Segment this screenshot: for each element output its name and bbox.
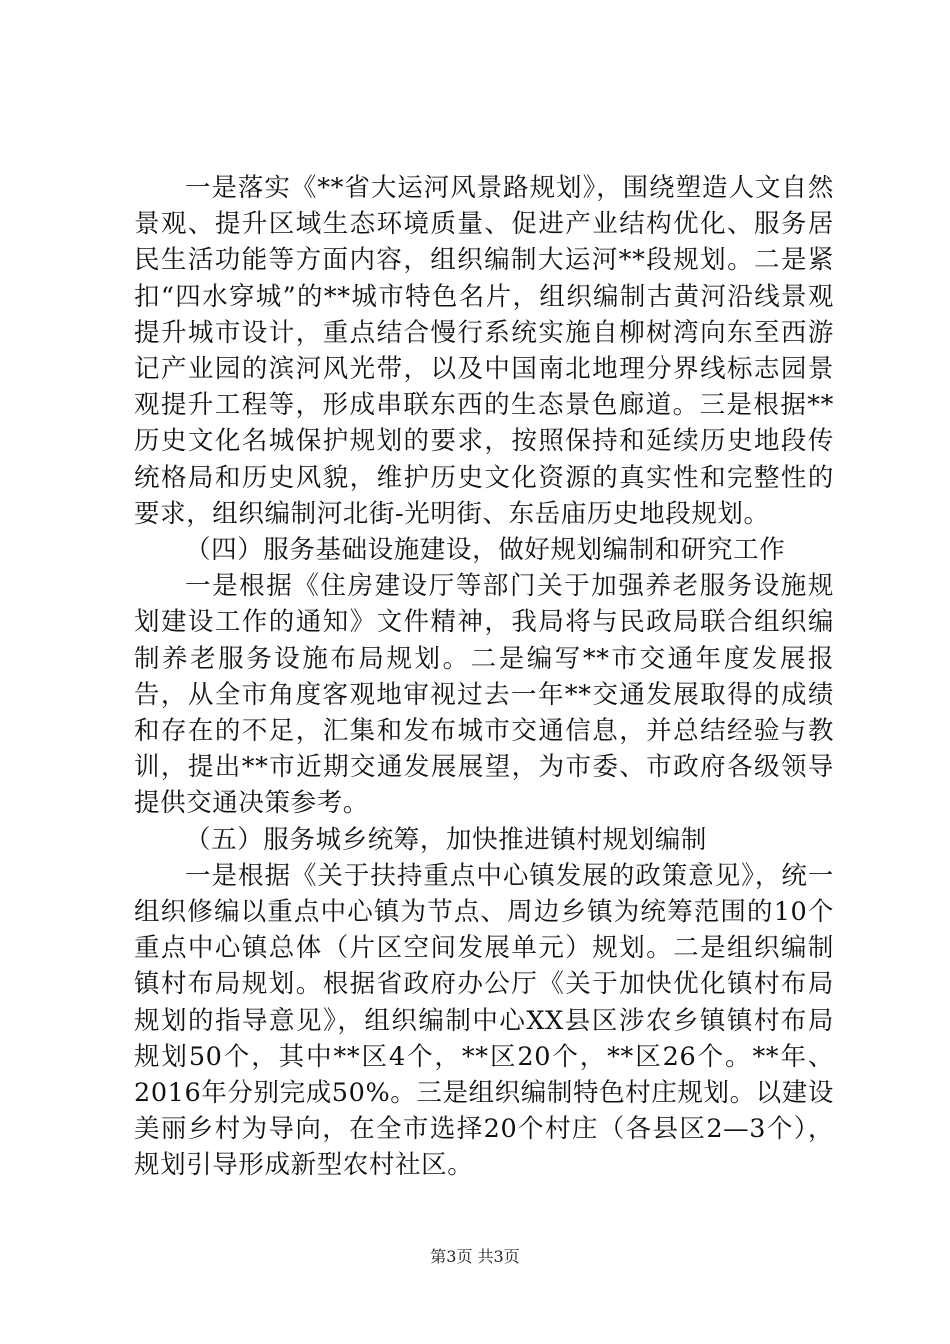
paragraph-1: 一是落实《**省大运河风景路规划》，围绕塑造人文自然景观、提升区域生态环境质量、促进产业结构优化、服务居民生活功能等方面内容，组织编制大运河**段规划。二是紧扣“四水穿城”的**城市特色名片，组织编制古黄河沿线景观提升城市设计，重点结合慢行系统实施自柳树湾向东至西游记产业园的滨河风光带，以及中国南北地理分界线标志园景观提升工程等，形成串联东西的生态景色廊道。三是根据**历史文化名城保护规划的要求，按照保持和延续历史地段传统格局和历史风貌，维护历史文化资源的真实性和完整性的要求，组织编制河北街-光明街、东岳庙历史地段规划。 xyxy=(134,173,834,529)
paragraph-3: 一是根据《关于扶持重点中心镇发展的政策意见》，统一组织修编以重点中心镇为节点、周边乡镇为统筹范围的10个重点中心镇总体（片区空间发展单元）规划。二是组织编制镇村布局规划。根据省政府办公厅《关于加快优化镇村布局规划的指导意见》，组织编制中心XX县区涉农乡镇镇村布局规划50个，其中**区4个，**区20个，**区26个。**年、2016年分别完成50%。三是组织编制特色村庄规划。以建设美丽乡村为导向，在全市选择20个村庄（各县区2—3个），规划引导形成新型农村社区。 xyxy=(134,860,834,1181)
section-heading-5: （五）服务城乡统筹，加快推进镇村规划编制 xyxy=(185,824,708,855)
document-body xyxy=(134,170,834,1184)
paragraph-2: 一是根据《住房建设厅等部门关于加强养老服务设施规划建设工作的通知》文件精神，我局将与民政局联合组织编制养老服务设施布局规划。二是编写**市交通年度发展报告，从全市角度客观地审视过去一年**交通发展取得的成绩和存在的不足，汇集和发布城市交通信息，并总结经验与教训，提出**市近期交通发展展望，为市委、市政府各级领导提供交通决策参考。 xyxy=(134,571,834,819)
page-footer: 第3页 共3页 xyxy=(430,1247,520,1266)
section-heading-4: （四）服务基础设施建设，做好规划编制和研究工作 xyxy=(185,535,786,566)
